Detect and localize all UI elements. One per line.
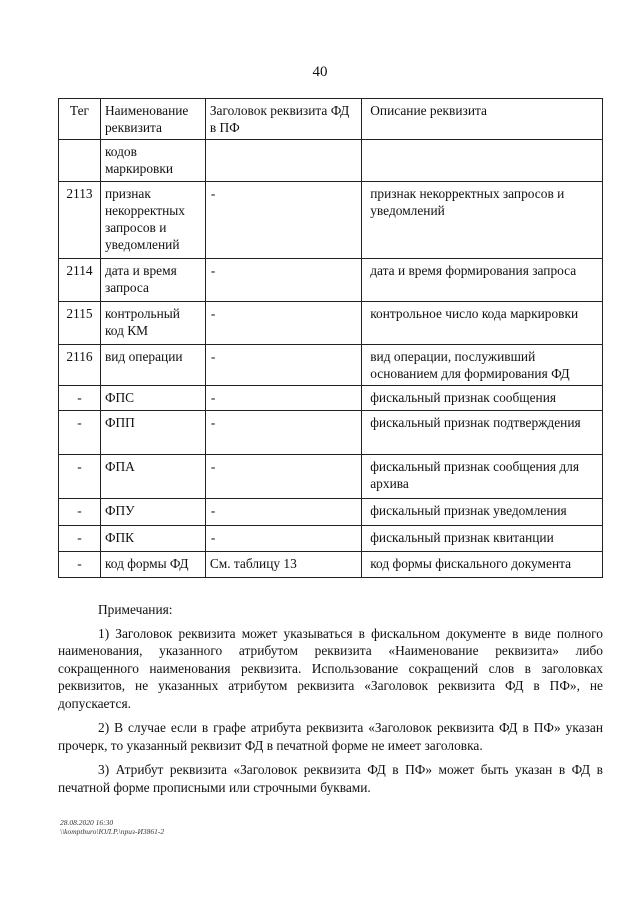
- row-description: фискальный признак подтверждения: [362, 411, 603, 455]
- row-name: ФПП: [100, 411, 205, 455]
- row-tag: -: [59, 386, 101, 411]
- document-footer: [60, 818, 164, 836]
- table-row: [59, 345, 603, 386]
- row-tag: -: [59, 455, 101, 499]
- row-pf-title: -: [205, 526, 361, 552]
- row-description: фискальный признак уведомления: [362, 499, 603, 526]
- row-name: вид операции: [100, 345, 205, 386]
- footer-file-path: \\komptburo\ЮЛ.Р.\приз-И3861-2: [60, 827, 165, 836]
- row-tag: 2113: [59, 182, 101, 259]
- row-name: признак некорректных запросов и уведомлений: [100, 182, 205, 259]
- requisites-table: [58, 98, 603, 578]
- table-header-row: [59, 99, 603, 140]
- column-header-description: Описание реквизита: [362, 99, 603, 140]
- column-header-pf-title: Заголовок реквизита ФД в ПФ: [205, 99, 361, 140]
- row-pf-title: -: [205, 411, 361, 455]
- row-description: фискальный признак сообщения: [362, 386, 603, 411]
- row-tag: 2116: [59, 345, 101, 386]
- table-row: [59, 259, 603, 302]
- row-pf-title: [205, 140, 361, 182]
- row-pf-title: -: [205, 259, 361, 302]
- table-row: [59, 455, 603, 499]
- table-row: [59, 411, 603, 455]
- row-tag: 2115: [59, 302, 101, 345]
- row-description: фискальный признак квитанции: [362, 526, 603, 552]
- row-name: ФПС: [100, 386, 205, 411]
- row-description: фискальный признак сообщения для архива: [362, 455, 603, 499]
- row-name: ФПК: [100, 526, 205, 552]
- row-description: код формы фискального документа: [362, 552, 603, 578]
- row-pf-title: -: [205, 345, 361, 386]
- row-tag: 2114: [59, 259, 101, 302]
- row-tag: -: [59, 526, 101, 552]
- footer-timestamp: 28.08.2020 16:30: [60, 818, 114, 827]
- column-header-name: Наименование реквизита: [100, 99, 205, 140]
- row-description: контрольное число кода маркировки: [362, 302, 603, 345]
- table-row: [59, 302, 603, 345]
- row-tag: -: [59, 411, 101, 455]
- row-name: контрольный код КМ: [100, 302, 205, 345]
- column-header-tag: Тег: [59, 99, 101, 140]
- note-item: 3) Атрибут реквизита «Заголовок реквизита ФД в ПФ» может быть указан в ФД в печатной форме прописными или строчными буквами.: [58, 762, 603, 795]
- table-row: [59, 182, 603, 259]
- row-tag: -: [59, 499, 101, 526]
- row-pf-title: -: [205, 182, 361, 259]
- row-name: ФПУ: [100, 499, 205, 526]
- note-item: 1) Заголовок реквизита может указываться в фискальном документе в виде полного наименования, указанного атрибутом реквизита «Наименование реквизита» либо сокращенного наименования реквизита. Использование сокращений слов в заголовках реквизитов, не указанных атрибутом реквизита «Заголовок реквизита ФД в ПФ», не допускается.: [58, 625, 603, 711]
- table-row: [59, 526, 603, 552]
- table-row: [59, 552, 603, 578]
- row-name: код формы ФД: [100, 552, 205, 578]
- row-pf-title: См. таблицу 13: [205, 552, 361, 578]
- row-pf-title: -: [205, 302, 361, 345]
- row-pf-title: -: [205, 499, 361, 526]
- row-name: кодов маркировки: [100, 140, 205, 182]
- row-name: ФПА: [100, 455, 205, 499]
- row-description: [362, 140, 603, 182]
- row-tag: [59, 140, 101, 182]
- row-description: вид операции, послуживший основанием для формирования ФД: [362, 345, 603, 386]
- note-item: 2) В случае если в графе атрибута реквизита «Заголовок реквизита ФД в ПФ» указан прочерк, то указанный реквизит ФД в печатной форме не имеет заголовка.: [58, 720, 603, 753]
- page-number: 40: [312, 64, 328, 80]
- row-description: дата и время формирования запроса: [362, 259, 603, 302]
- row-description: признак некорректных запросов и уведомлений: [362, 182, 603, 259]
- table-row: [59, 386, 603, 411]
- row-pf-title: -: [205, 386, 361, 411]
- row-name: дата и время запроса: [100, 259, 205, 302]
- notes-title: Примечания:: [98, 602, 173, 617]
- row-pf-title: -: [205, 455, 361, 499]
- table-row: [59, 499, 603, 526]
- table-row: [59, 140, 603, 182]
- notes-section: [58, 601, 603, 803]
- row-tag: -: [59, 552, 101, 578]
